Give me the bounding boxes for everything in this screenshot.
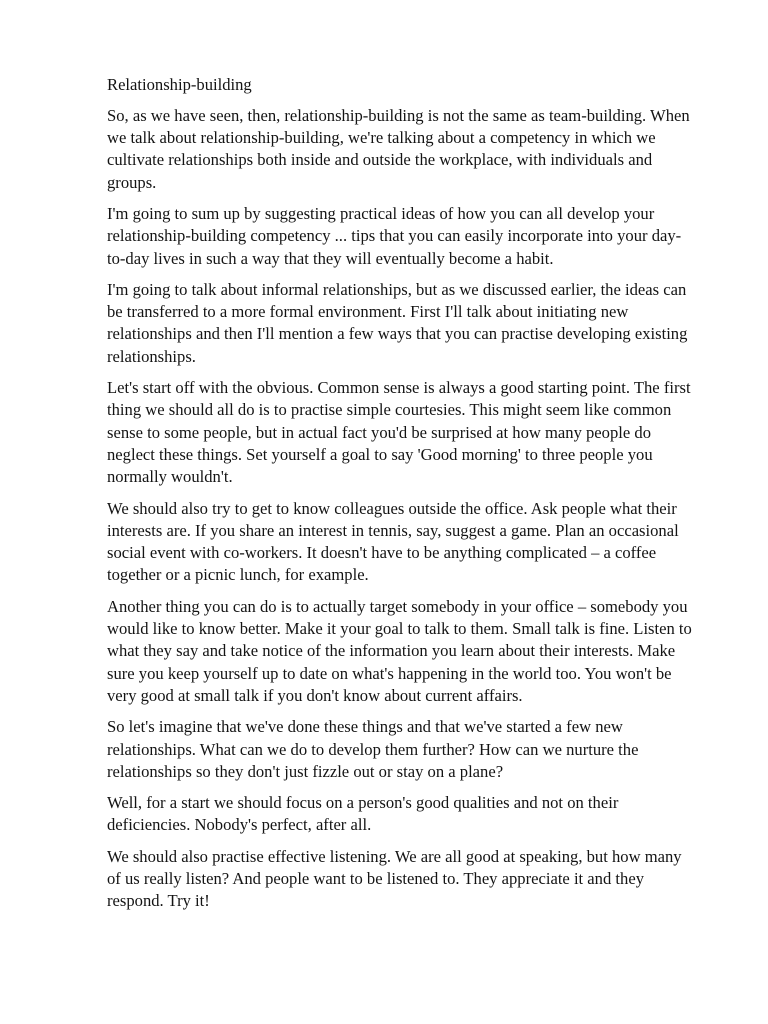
paragraph-8: Well, for a start we should focus on a person's good qualities and not on their deficiencies. Nobody's perfect, after all. bbox=[107, 793, 619, 835]
paragraph-2: I'm going to sum up by suggesting practical ideas of how you can all develop your relationship-building competency ... tips that you can easily incorporate into your day-to-day lives in such a way that they will eventually become a habit. bbox=[107, 203, 682, 268]
paragraph-6: Another thing you can do is to actually target somebody in your office – somebody you would like to know better. Make it your goal to talk to them. Small talk is fine. Listen to what they say and take notice of the information you learn about their interests. Make sure you keep yourself up to date on what's happening in the world too. You won't be very good at small talk if you don't know about current affairs. bbox=[107, 596, 692, 705]
paragraph-5: We should also try to get to know colleagues outside the office. Ask people what their interests are. If you share an interest in tennis, say, suggest a game. Plan an occasional social event with co-workers. It doesn't have to be anything complicated – a coffee together or a picnic lunch, for example. bbox=[107, 498, 679, 585]
document-heading: Relationship-building bbox=[107, 75, 252, 94]
paragraph-3: I'm going to talk about informal relationships, but as we discussed earlier, the ideas can be transferred to a more formal environment. First I'll talk about initiating new relationships and then I'll mention a few ways that you can practise developing existing relationships. bbox=[107, 279, 688, 366]
paragraph-4: Let's start off with the obvious. Common sense is always a good starting point. The first thing we should all do is to practise simple courtesies. This might seem like common sense to some people, but in actual fact you'd be surprised at how many people do neglect these things. Set yourself a goal to say 'Good morning' to three people you normally wouldn't. bbox=[107, 378, 691, 487]
paragraph-9: We should also practise effective listening. We are all good at speaking, but how many of us really listen? And people want to be listened to. They appreciate it and they respond. Try it! bbox=[107, 846, 682, 911]
paragraph-7: So let's imagine that we've done these things and that we've started a few new relationships. What can we do to develop them further? How can we nurture the relationships so they don't just fizzle out or stay on a plane? bbox=[107, 717, 639, 781]
document-page bbox=[107, 74, 697, 922]
paragraph-1: So, as we have seen, then, relationship-building is not the same as team-building. When we talk about relationship-building, we're talking about a competency in which we cultivate relationships both inside and outside the workplace, with individuals and groups. bbox=[107, 105, 690, 192]
